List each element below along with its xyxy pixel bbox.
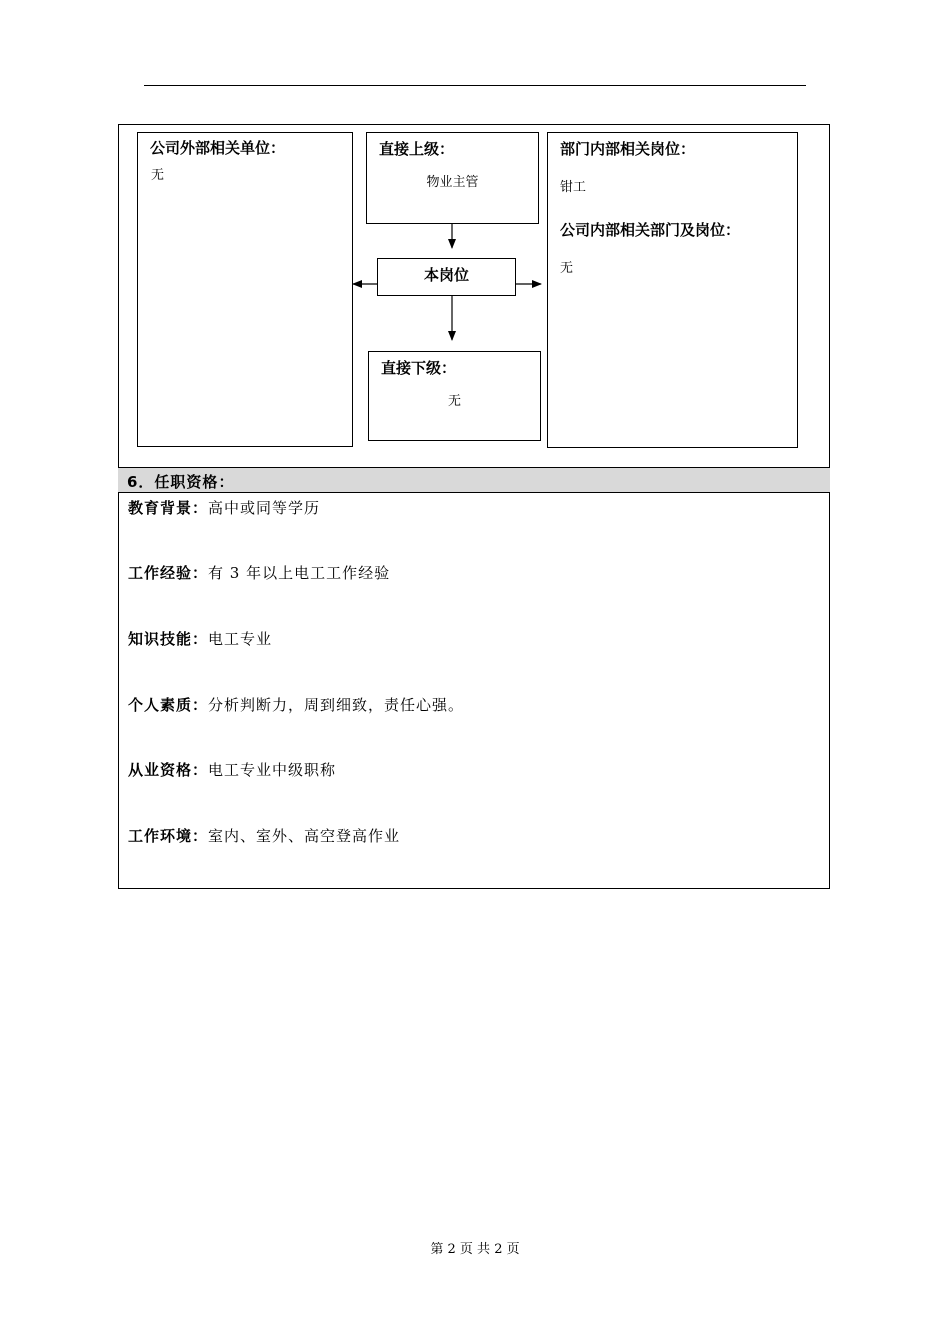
page-number-footer: 第 2 页 共 2 页 xyxy=(430,1242,520,1257)
qualification-label: 个人素质： xyxy=(128,696,209,714)
qualification-row-personal-qualities xyxy=(128,694,464,715)
direct-superior-title: 直接上级： xyxy=(379,140,455,158)
qualification-value: 电工专业 xyxy=(208,630,273,648)
qualification-value: 电工专业中级职称 xyxy=(208,761,337,779)
qualification-row-work-environment xyxy=(128,825,400,846)
qualification-row-skills xyxy=(128,628,272,649)
company-internal-depts-title: 公司内部相关部门及岗位： xyxy=(560,221,741,239)
qualification-value: 分析判断力，周到细致，责任心强。 xyxy=(208,696,465,714)
qualification-row-education xyxy=(128,497,320,518)
qualification-value: 有 3 年以上电工工作经验 xyxy=(208,564,391,582)
qualification-row-certification xyxy=(128,759,336,780)
direct-subordinate-title: 直接下级： xyxy=(381,359,457,377)
qualification-label: 从业资格： xyxy=(128,761,209,779)
qualification-label: 知识技能： xyxy=(128,630,209,648)
external-units-title: 公司外部相关单位： xyxy=(150,139,286,157)
qualification-label: 教育背景： xyxy=(128,499,209,517)
external-units-content: 无 xyxy=(151,168,165,183)
dept-internal-positions-title: 部门内部相关岗位： xyxy=(560,140,696,158)
qualification-label: 工作环境： xyxy=(128,827,209,845)
direct-subordinate-content: 无 xyxy=(447,394,461,409)
qualification-value: 高中或同等学历 xyxy=(208,499,321,517)
dept-internal-positions-content: 钳工 xyxy=(560,180,587,195)
qualification-value: 室内、室外、高空登高作业 xyxy=(208,827,401,845)
this-position-title: 本岗位 xyxy=(423,266,469,284)
qualifications-section-header xyxy=(118,467,830,493)
qualifications-section-title: 6．任职资格： xyxy=(127,473,235,491)
direct-superior-content: 物业主管 xyxy=(426,175,479,190)
qualification-label: 工作经验： xyxy=(128,564,209,582)
org-chart-connectors xyxy=(0,0,950,500)
company-internal-depts-content: 无 xyxy=(560,261,574,276)
qualification-row-experience xyxy=(128,562,390,583)
